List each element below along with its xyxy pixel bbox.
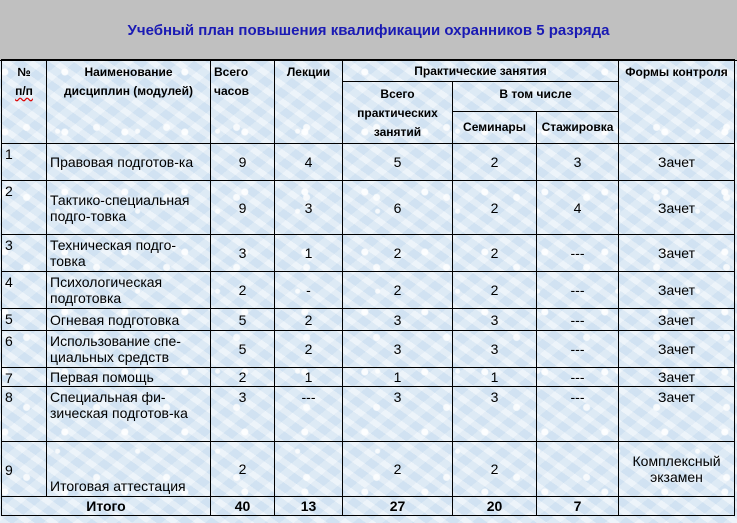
table-row bbox=[2, 309, 735, 331]
row-control: Комплексный экзамен bbox=[619, 442, 735, 497]
table-row bbox=[2, 144, 735, 181]
row-control: Зачет bbox=[619, 181, 735, 235]
header-total-hours: Всего часов bbox=[211, 60, 275, 144]
row-name: Первая помощь bbox=[47, 368, 211, 387]
row-seminars: 2 bbox=[453, 442, 537, 497]
page-title: Учебный план повышения квалификации охранников 5 разряда bbox=[127, 21, 610, 39]
table-row bbox=[2, 331, 735, 368]
header-internship: Стажировка bbox=[537, 112, 619, 144]
row-lectures: --- bbox=[275, 387, 343, 442]
row-name: Итоговая аттестация bbox=[47, 442, 211, 497]
row-num: 8 bbox=[2, 387, 47, 442]
header-seminars: Семинары bbox=[453, 112, 537, 144]
row-num: 4 bbox=[2, 272, 47, 309]
row-practice: 6 bbox=[343, 181, 453, 235]
totals-hours: 40 bbox=[211, 497, 275, 516]
row-practice: 3 bbox=[343, 309, 453, 331]
row-num: 7 bbox=[2, 368, 47, 387]
row-control: Зачет bbox=[619, 272, 735, 309]
title-band bbox=[0, 0, 737, 61]
row-lectures: - bbox=[275, 272, 343, 309]
row-practice: 2 bbox=[343, 442, 453, 497]
row-control: Зачет bbox=[619, 235, 735, 272]
row-internship: --- bbox=[537, 272, 619, 309]
row-lectures: 4 bbox=[275, 144, 343, 181]
row-hours: 2 bbox=[211, 368, 275, 387]
row-num: 3 bbox=[2, 235, 47, 272]
header-num-line1: № bbox=[17, 65, 31, 79]
table-row bbox=[2, 387, 735, 442]
row-lectures: 3 bbox=[275, 181, 343, 235]
header-practical: Практические занятия bbox=[343, 60, 619, 82]
row-hours: 5 bbox=[211, 331, 275, 368]
row-internship bbox=[537, 442, 619, 497]
table-row bbox=[2, 181, 735, 235]
row-lectures: 2 bbox=[275, 309, 343, 331]
row-practice: 2 bbox=[343, 272, 453, 309]
row-name: Тактико-специальная подго-товка bbox=[47, 181, 211, 235]
header-lectures: Лекции bbox=[275, 60, 343, 144]
row-practice: 5 bbox=[343, 144, 453, 181]
row-practice: 1 bbox=[343, 368, 453, 387]
header-control: Формы контроля bbox=[619, 60, 735, 144]
header-num bbox=[2, 60, 47, 144]
row-lectures: 2 bbox=[275, 331, 343, 368]
table-row bbox=[2, 442, 735, 497]
totals-internship: 7 bbox=[537, 497, 619, 516]
row-name: Специальная фи-зическая подготов-ка bbox=[47, 387, 211, 442]
table-row bbox=[2, 235, 735, 272]
row-seminars: 3 bbox=[453, 331, 537, 368]
table-row bbox=[2, 272, 735, 309]
header-num-line2: п/п bbox=[15, 84, 33, 98]
row-name: Техническая подго-товка bbox=[47, 235, 211, 272]
header-practical-total: Всего практических занятий bbox=[343, 82, 453, 144]
row-control: Зачет bbox=[619, 144, 735, 181]
totals-lectures: 13 bbox=[275, 497, 343, 516]
curriculum-table bbox=[1, 59, 735, 516]
row-control: Зачет bbox=[619, 309, 735, 331]
row-num: 1 bbox=[2, 144, 47, 181]
row-hours: 9 bbox=[211, 181, 275, 235]
totals-seminars: 20 bbox=[453, 497, 537, 516]
row-hours: 9 bbox=[211, 144, 275, 181]
row-control: Зачет bbox=[619, 387, 735, 442]
row-control: Зачет bbox=[619, 368, 735, 387]
row-num: 9 bbox=[2, 442, 47, 497]
row-hours: 5 bbox=[211, 309, 275, 331]
row-name: Правовая подготов-ка bbox=[47, 144, 211, 181]
row-internship: --- bbox=[537, 331, 619, 368]
row-hours: 3 bbox=[211, 387, 275, 442]
row-seminars: 3 bbox=[453, 387, 537, 442]
row-seminars: 3 bbox=[453, 309, 537, 331]
header-including: В том числе bbox=[453, 82, 619, 112]
totals-label: Итого bbox=[2, 497, 211, 516]
row-seminars: 2 bbox=[453, 272, 537, 309]
row-lectures bbox=[275, 442, 343, 497]
row-internship: --- bbox=[537, 387, 619, 442]
row-num: 2 bbox=[2, 181, 47, 235]
row-num: 6 bbox=[2, 331, 47, 368]
row-internship: --- bbox=[537, 309, 619, 331]
row-hours: 2 bbox=[211, 442, 275, 497]
row-seminars: 1 bbox=[453, 368, 537, 387]
totals-control bbox=[619, 497, 735, 516]
row-internship: --- bbox=[537, 368, 619, 387]
row-practice: 3 bbox=[343, 331, 453, 368]
header-name: Наименование дисциплин (модулей) bbox=[47, 60, 211, 144]
row-internship: 4 bbox=[537, 181, 619, 235]
row-hours: 3 bbox=[211, 235, 275, 272]
row-lectures: 1 bbox=[275, 235, 343, 272]
row-internship: --- bbox=[537, 235, 619, 272]
row-practice: 2 bbox=[343, 235, 453, 272]
row-seminars: 2 bbox=[453, 235, 537, 272]
row-practice: 3 bbox=[343, 387, 453, 442]
row-seminars: 2 bbox=[453, 181, 537, 235]
row-internship: 3 bbox=[537, 144, 619, 181]
row-name: Психологическая подготовка bbox=[47, 272, 211, 309]
totals-practice: 27 bbox=[343, 497, 453, 516]
row-lectures: 1 bbox=[275, 368, 343, 387]
row-control: Зачет bbox=[619, 331, 735, 368]
row-seminars: 2 bbox=[453, 144, 537, 181]
row-name: Огневая подготовка bbox=[47, 309, 211, 331]
row-hours: 2 bbox=[211, 272, 275, 309]
row-name: Использование спе-циальных средств bbox=[47, 331, 211, 368]
table-row bbox=[2, 368, 735, 387]
totals-row bbox=[2, 497, 735, 516]
row-num: 5 bbox=[2, 309, 47, 331]
